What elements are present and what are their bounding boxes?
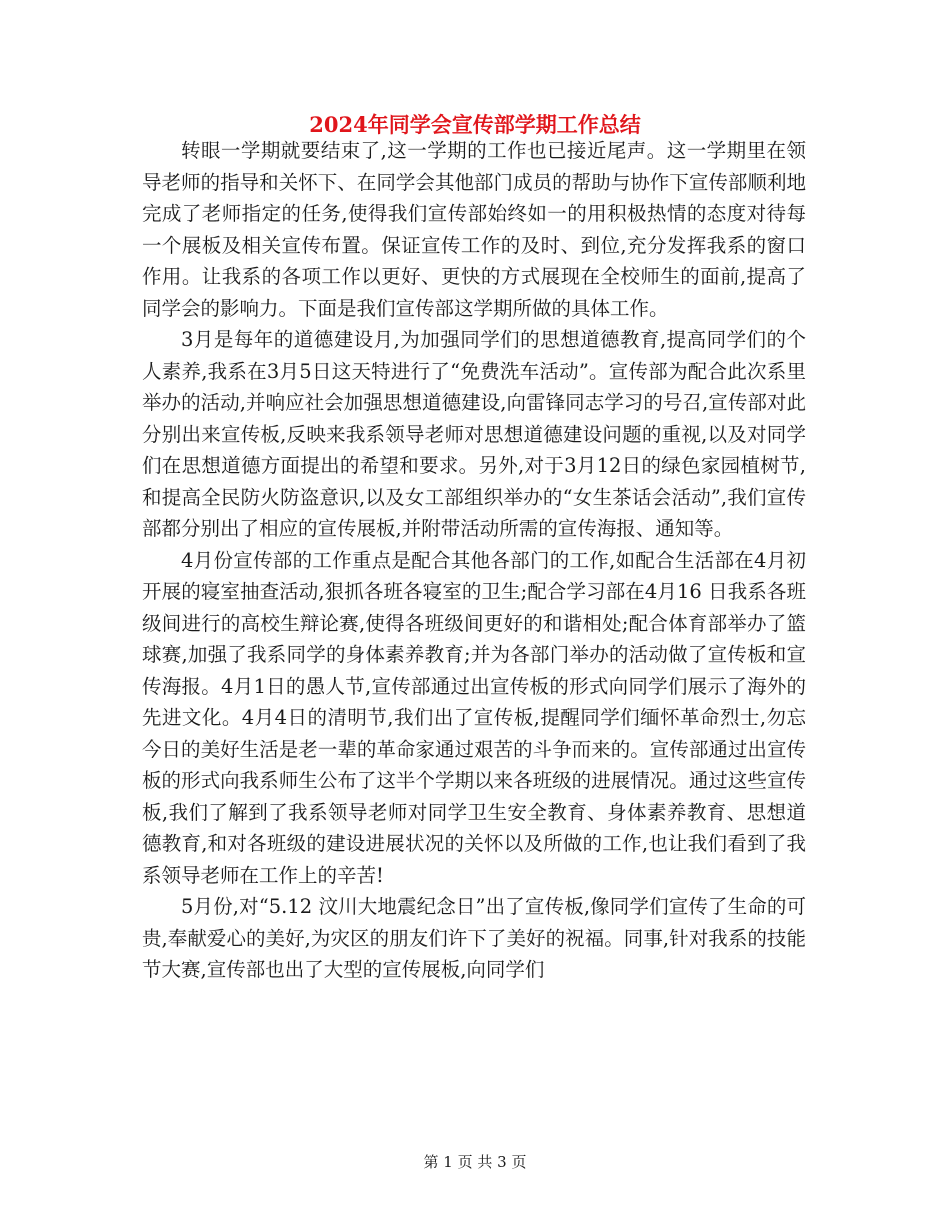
paragraph-march: 3月是每年的道德建设月,为加强同学们的思想道德教育,提高同学们的个人素养,我系在3月5日这天特进行了“免费洗车活动”。宣传部为配合此次系里举办的活动,并响应社会加强思想道德建设,向雷锋同志学习的号召,宣传部对此分别出来宣传板,反映来我系领导老师对思想道德建设问题的重视,以及对同学们在思想道德方面提出的希望和要求。另外,对于3月12日的绿色家园植树节,和提高全民防火防盗意识,以及女工部组织举办的“女生茶话会活动”,我们宣传部都分别出了相应的宣传展板,并附带活动所需的宣传海报、通知等。 — [142, 328, 806, 540]
document-body — [142, 135, 806, 986]
page-footer: 第 1 页 共 3 页 — [423, 1153, 527, 1171]
paragraph-april: 4月份宣传部的工作重点是配合其他各部门的工作,如配合生活部在4月初开展的寝室抽查活动,狠抓各班各寝室的卫生;配合学习部在4月16 日我系各班级间进行的高校生辩论赛,使得各班级间更好的和谐相处;配合体育部举办了篮球赛,加强了我系同学的身体素养教育;并为各部门举办的活动做了宣传板和宣传海报。4月1日的愚人节,宣传部通过出宣传板的形式向同学们展示了海外的先进文化。4月4日的清明节,我们出了宣传板,提醒同学们缅怀革命烈士,勿忘今日的美好生活是老一辈的革命家通过艰苦的斗争而来的。宣传部通过出宣传板的形式向我系师生公布了这半个学期以来各班级的进展情况。通过这些宣传板,我们了解到了我系领导老师对同学卫生安全教育、身体素养教育、思想道德教育,和对各班级的建设进展状况的关怀以及所做的工作,也让我们看到了我系领导老师在工作上的辛苦! — [142, 548, 806, 887]
document-title: 2024年同学会宣传部学期工作总结 — [309, 112, 641, 137]
paragraph-may: 5月份,对“5.12 汶川大地震纪念日”出了宣传板,像同学们宣传了生命的可贵,奉献爱心的美好,为灾区的朋友们许下了美好的祝福。同事,针对我系的技能节大赛,宣传部也出了大型的宣传展板,向同学们 — [142, 895, 806, 981]
paragraph-intro: 转眼一学期就要结束了,这一学期的工作也已接近尾声。这一学期里在领导老师的指导和关怀下、在同学会其他部门成员的帮助与协作下宣传部顺利地完成了老师指定的任务,使得我们宣传部始终如一的用积极热情的态度对待每一个展板及相关宣传布置。保证宣传工作的及时、到位,充分发挥我系的窗口作用。让我系的各项工作以更好、更快的方式展现在全校师生的面前,提高了同学会的影响力。下面是我们宣传部这学期所做的具体工作。 — [142, 139, 806, 320]
